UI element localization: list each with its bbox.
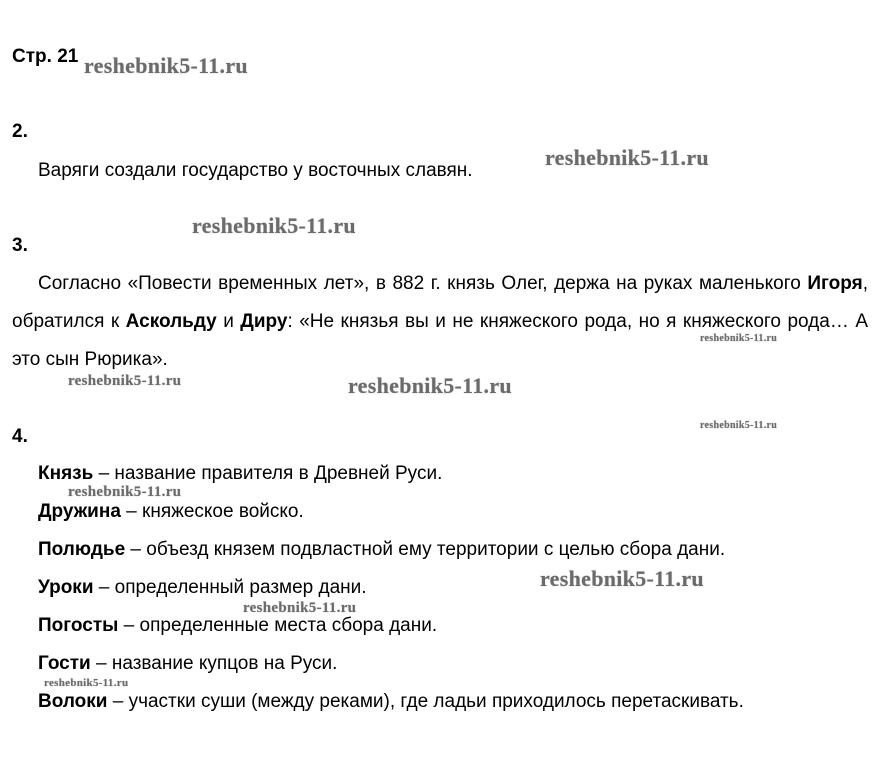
term-definition: – определенный размер дани.	[93, 577, 367, 598]
watermark: reshebnik5-11.ru	[700, 333, 778, 344]
term-pogosty	[38, 615, 437, 637]
term-label: Гости	[38, 653, 91, 674]
term-definition: – участки суши (между реками), где ладьи приходилось перетаскивать.	[107, 691, 744, 712]
watermark: reshebnik5-11.ru	[545, 145, 709, 170]
section-2-number: 2.	[12, 121, 28, 142]
term-label: Дружина	[38, 501, 121, 522]
watermark: reshebnik5-11.ru	[68, 484, 182, 500]
term-polyudye	[38, 539, 725, 561]
section-3-number: 3.	[12, 235, 28, 256]
watermark: reshebnik5-11.ru	[44, 677, 129, 689]
section-3-text-part-3: и	[216, 311, 241, 332]
watermark: reshebnik5-11.ru	[192, 213, 356, 238]
watermark: reshebnik5-11.ru	[68, 373, 182, 389]
term-druzhina	[38, 501, 304, 523]
term-gosti	[38, 653, 337, 675]
term-definition: – название правителя в Древней Руси.	[93, 463, 443, 484]
name-dir: Диру	[240, 311, 288, 332]
term-knyaz	[38, 463, 442, 485]
watermark: reshebnik5-11.ru	[84, 53, 248, 78]
term-uroki	[38, 577, 367, 599]
name-askold: Аскольду	[125, 311, 217, 332]
watermark: reshebnik5-11.ru	[540, 566, 704, 591]
section-3-text-part-4: : «Не князья вы и не княжеского рода, но я княжеского рода… А это сын Рюрика».	[12, 311, 868, 370]
term-definition: – княжеское войско.	[120, 501, 304, 522]
section-4-number: 4.	[12, 426, 28, 447]
term-label: Полюдье	[38, 539, 126, 560]
name-igor: Игоря	[807, 273, 863, 294]
term-definition: – определенные места сбора дани.	[118, 615, 438, 636]
section-3-text-part-1: Согласно «Повести временных лет», в 882 г. князь Олег, держа на руках маленького	[38, 273, 808, 294]
term-definition: – название купцов на Руси.	[90, 653, 338, 674]
page-header: Стр. 21	[12, 46, 79, 67]
section-3-text-part-2: , обратился к	[12, 273, 868, 332]
term-label: Погосты	[38, 615, 119, 636]
watermark: reshebnik5-11.ru	[348, 373, 512, 398]
term-label: Волоки	[38, 691, 108, 712]
term-label: Уроки	[38, 577, 94, 598]
section-3-paragraph	[12, 265, 868, 379]
section-2-text: Варяги создали государство у восточных славян.	[38, 160, 473, 181]
term-label: Князь	[38, 463, 94, 484]
watermark: reshebnik5-11.ru	[700, 420, 778, 431]
term-voloki	[38, 691, 744, 713]
term-definition: – объезд князем подвластной ему территории с целью сбора дани.	[125, 539, 726, 560]
watermark: reshebnik5-11.ru	[243, 600, 357, 616]
